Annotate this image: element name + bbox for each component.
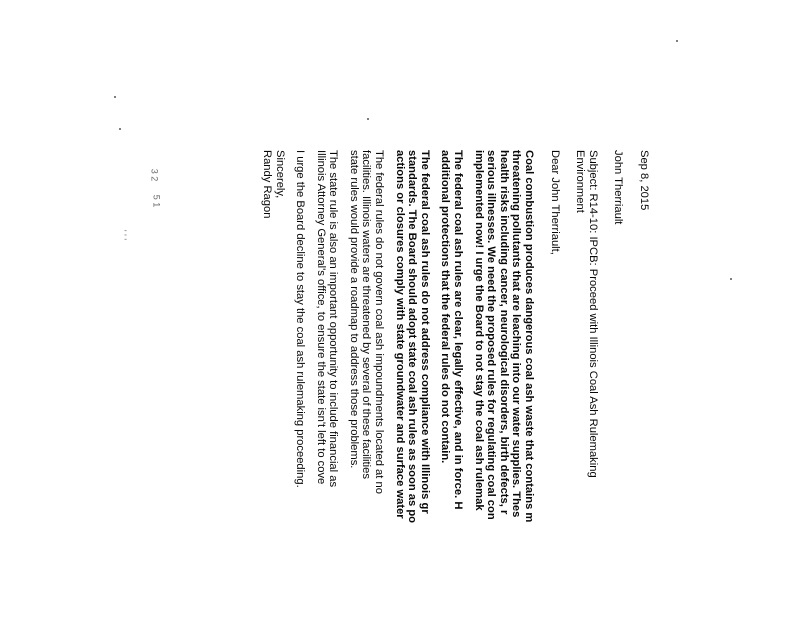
scan-speck [730,278,732,280]
paragraph-line: implemented now! I urge the Board to not stay the coal ash rulemak [472,150,485,511]
paragraph-line: additional protections that the federal rules do not contain. [439,150,452,464]
letter-page [260,150,650,630]
paragraph-line: facilities. Illinois waters are threatened by several of these facilities [360,150,373,479]
letter-paragraph-5 [314,150,339,630]
scan-speck [114,96,116,98]
paragraph-line: actions or closures comply with state groundwater and surface water [393,150,406,519]
letter-recipient: John Therriault [612,150,625,225]
letter-paragraph-3 [393,150,431,630]
stamp-mark: 3 2 [149,168,160,182]
letter-signature: Randy Ragon [260,150,273,219]
letter-subject-line-1: Subject: R14-10: IPCB: Proceed with Illinois Coal Ash Rulemaking [586,150,599,478]
paragraph-line: Illinois Attorney General's office, to ensure the state isn't left to cove [314,150,327,485]
letter-subject-line-2: Environment [574,150,587,213]
paragraph-line: The federal rules do not govern coal ash impoundments located at no [373,150,386,494]
letter-paragraph-1 [472,150,535,630]
stamp-mark: ' ' ' [118,229,129,241]
scan-speck [676,40,678,42]
letter-paragraph-4 [347,150,385,630]
letter-salutation: Dear John Therriault, [548,150,561,255]
paragraph-line: The state rule is also an important opportunity to include financial as [327,150,340,488]
paragraph-line: threatening pollutants that are leaching into our water supplies. Thes [510,150,523,518]
paragraph-line: standards. The Board should adopt state coal ash rules as soon as po [406,150,419,524]
scan-speck [367,118,369,120]
paragraph-line: health risks including cancer, neurological disorders, birth defects, r [497,150,510,515]
letter-paragraph-6: I urge the Board decline to stay the coal ash rulemaking proceeding. [294,150,307,488]
letter-closing: Sincerely, [273,150,286,199]
letter-date: Sep 8, 2015 [638,150,650,211]
letter-paragraph-2 [439,150,464,630]
paragraph-line: The federal coal ash rules do not address compliance with Illinois gr [418,150,431,514]
scan-speck [119,128,121,130]
paragraph-line: Coal combustion produces dangerous coal ash waste that contains m [523,150,536,523]
paragraph-line: The federal coal ash rules are clear, legally effective, and in force. H [452,150,465,510]
paragraph-line: state rules would provide a roadmap to address those problems. [347,150,360,469]
paragraph-line: serious illnesses. We need the proposed rules for regulating coal con [485,150,498,520]
stamp-mark: 5 1 [151,194,162,208]
